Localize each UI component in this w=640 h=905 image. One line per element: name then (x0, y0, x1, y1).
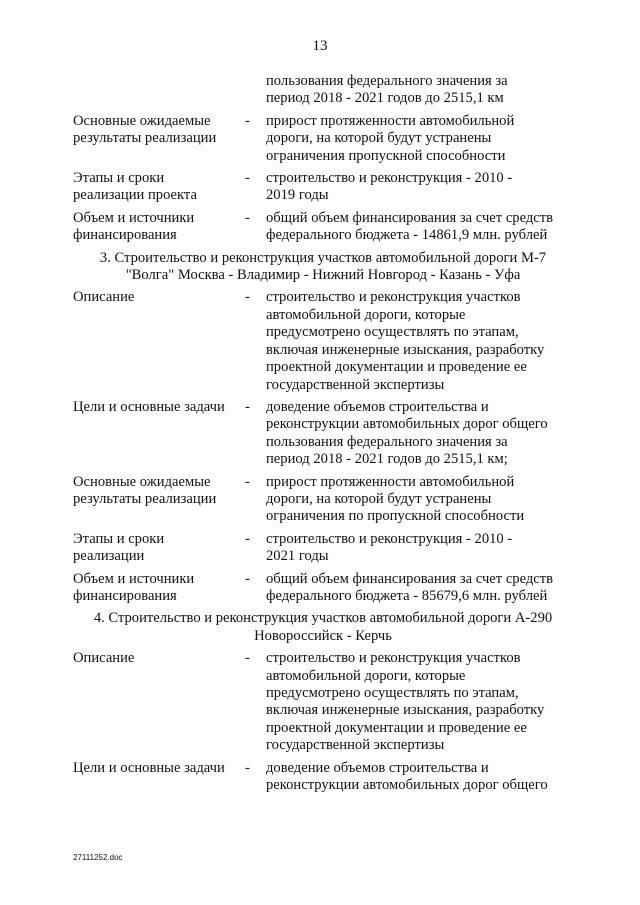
row-dash: - (245, 209, 250, 226)
value-line: включая инженерные изыскания, разработку (266, 702, 545, 719)
value-line: доведение объемов строительства и (266, 398, 489, 415)
row-stages-terms (73, 531, 573, 566)
value-line: государственной экспертизы (266, 737, 445, 754)
label-line: финансирования (73, 587, 177, 604)
value-line: реконструкции автомобильных дорог общего (266, 416, 548, 433)
row-label (73, 170, 245, 205)
row-value (266, 289, 573, 393)
value-line: строительство и реконструкция - 2010 - (266, 170, 513, 187)
label-line: Этапы и сроки (73, 530, 165, 547)
value-line: период 2018 - 2021 годов до 2515,1 км; (266, 451, 508, 468)
value-line: предусмотрено осуществлять по этапам, (266, 685, 519, 701)
row-value (266, 210, 573, 245)
row-description (73, 289, 573, 393)
row-value (266, 760, 573, 795)
label-line: финансирования (73, 227, 177, 244)
label-line: результаты реализации (73, 130, 217, 147)
value-line: прирост протяженности автомобильной (266, 473, 515, 490)
row-stages-terms (73, 170, 573, 205)
value-line: доведение объемов строительства и (266, 759, 489, 776)
heading-line: 3. Строительство и реконструкция участков автомобильной дороги М-7 (99, 249, 547, 266)
value-line: пользования федерального значения за (266, 73, 508, 89)
label-line: реализации (73, 548, 145, 565)
label-line: Объем и источники (73, 209, 195, 226)
row-label (73, 210, 245, 245)
row-dash: - (245, 473, 250, 490)
row-goals (73, 760, 573, 795)
row-label (73, 113, 245, 148)
row-dash: - (245, 398, 250, 415)
row-value (266, 474, 573, 526)
value-line: строительство и реконструкция участков (266, 289, 521, 306)
value-line: федерального бюджета - 14861,9 млн. рублей (266, 227, 548, 244)
heading-line: Новороссийск - Керчь (254, 627, 392, 644)
value-line: дороги, на которой будут устранены (266, 130, 492, 147)
value-line: строительство и реконструкция участков (266, 650, 521, 667)
value-line: ограничения по пропускной способности (266, 508, 525, 525)
row-goals (73, 399, 573, 469)
row-label (73, 474, 245, 509)
row-value (266, 399, 573, 469)
heading-line: "Волга" Москва - Владимир - Нижний Новгород - Казань - Уфа (125, 267, 521, 284)
label-line: Объем и источники (73, 570, 195, 587)
row-dash: - (245, 289, 250, 306)
value-line: автомобильной дороги, которые (266, 306, 466, 323)
row-label (73, 571, 245, 606)
heading-line: 4. Строительство и реконструкция участков автомобильной дороги А-290 (93, 610, 553, 627)
row-dash: - (245, 650, 250, 667)
row-financing (73, 210, 573, 245)
row-label (73, 289, 245, 306)
row-description (73, 650, 573, 754)
row-dash: - (245, 170, 250, 187)
label-line: реализации проекта (73, 187, 197, 204)
page-number: 13 (312, 38, 328, 54)
footer-filename: 27111252.doc (73, 853, 123, 862)
continuation-value (266, 73, 573, 108)
row-label (73, 399, 245, 416)
value-line: общий объем финансирования за счет средств (266, 209, 554, 226)
value-line: строительство и реконструкция - 2010 - (266, 530, 513, 547)
value-line: проектной документации и проведение ее (266, 719, 527, 736)
row-financing (73, 571, 573, 606)
value-line: предусмотрено осуществлять по этапам, (266, 324, 519, 341)
value-line: 2021 годы (266, 548, 329, 565)
section-3-heading (73, 250, 573, 285)
value-line: пользования федерального значения за (266, 433, 508, 450)
row-label (73, 531, 245, 566)
value-line: прирост протяженности автомобильной (266, 112, 515, 129)
section-4-heading (73, 610, 573, 645)
value-line: 2019 годы (266, 187, 329, 204)
label-line: Цели и основные задачи (73, 759, 225, 776)
value-line: включая инженерные изыскания, разработку (266, 341, 545, 358)
value-line: государственной экспертизы (266, 376, 445, 393)
row-dash: - (245, 112, 250, 129)
row-value (266, 571, 573, 606)
row-expected-results (73, 113, 573, 165)
label-line: результаты реализации (73, 490, 217, 507)
label-line: Основные ожидаемые (73, 112, 211, 129)
value-line: федерального бюджета - 85679,6 млн. рублей (266, 587, 548, 604)
row-expected-results (73, 474, 573, 526)
row-value (266, 170, 573, 205)
document-body (73, 73, 573, 794)
value-line: дороги, на которой будут устранены (266, 490, 492, 507)
value-line: реконструкции автомобильных дорог общего (266, 777, 548, 794)
row-dash: - (245, 759, 250, 776)
label-line: Основные ожидаемые (73, 473, 211, 490)
value-line: период 2018 - 2021 годов до 2515,1 км (266, 90, 504, 107)
value-line: общий объем финансирования за счет средств (266, 570, 554, 587)
label-line: Описание (73, 650, 135, 667)
label-line: Описание (73, 289, 135, 306)
row-dash: - (245, 530, 250, 547)
value-line: ограничения пропускной способности (266, 147, 506, 164)
value-line: проектной документации и проведение ее (266, 359, 527, 376)
label-line: Этапы и сроки (73, 170, 165, 187)
continuation-row (73, 73, 573, 108)
row-label (73, 650, 245, 667)
row-value (266, 531, 573, 566)
row-value (266, 113, 573, 165)
label-line: Цели и основные задачи (73, 398, 225, 415)
row-label (73, 760, 245, 777)
value-line: автомобильной дороги, которые (266, 667, 466, 684)
row-dash: - (245, 570, 250, 587)
row-value (266, 650, 573, 754)
